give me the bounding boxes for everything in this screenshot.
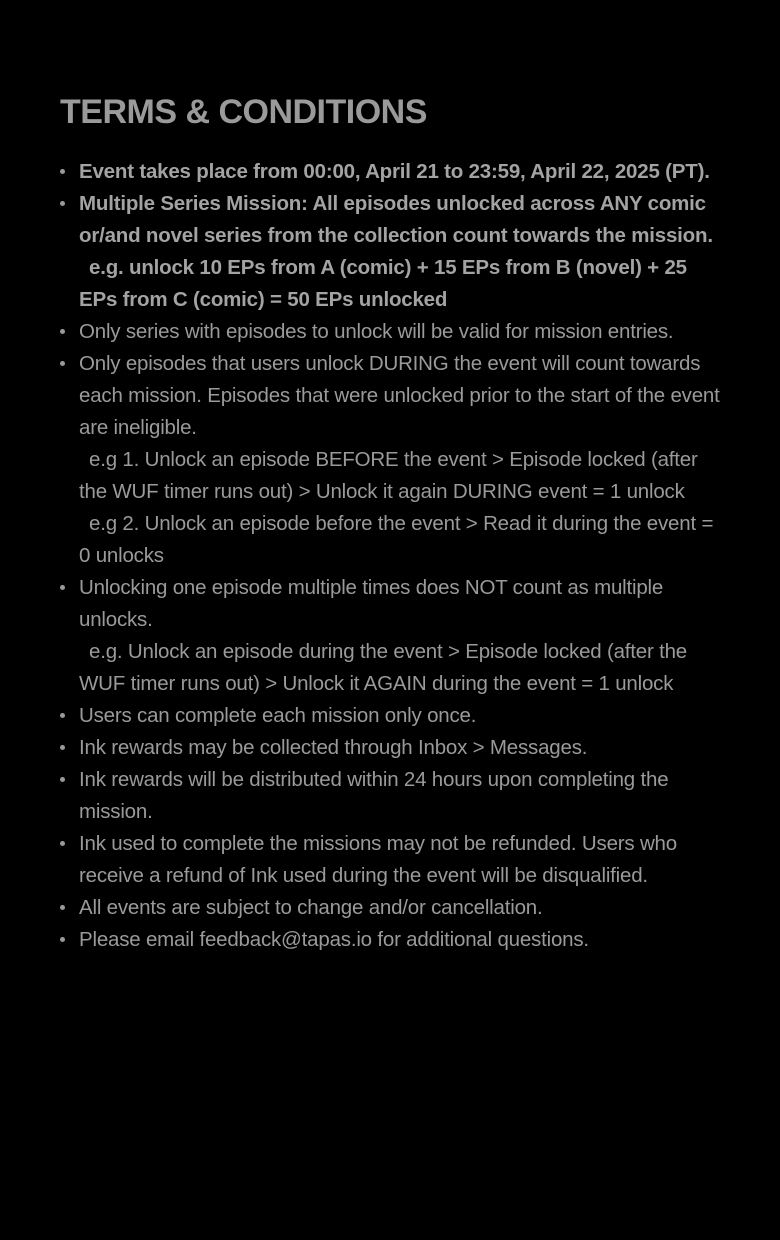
term-text: All events are subject to change and/or cancellation. — [79, 896, 543, 919]
list-item-event-dates — [60, 156, 724, 188]
page-title: TERMS & CONDITIONS — [60, 93, 427, 131]
term-text: Event takes place from 00:00, April 21 to 23:59, April 22, 2025 (PT). — [79, 160, 710, 183]
list-item-valid-series — [60, 316, 724, 348]
list-item-ink-collect — [60, 732, 724, 764]
list-item-complete-once — [60, 700, 724, 732]
term-example-text: e.g 2. Unlock an episode before the event > Read it during the event = 0 unlocks — [79, 512, 714, 567]
term-text: Please email feedback@tapas.io for additional questions. — [79, 928, 589, 951]
term-example-text: e.g. unlock 10 EPs from A (comic) + 15 EPs from B (novel) + 25 EPs from C (comic) = 50 EPs unlocked — [79, 256, 687, 311]
list-item-ink-refund — [60, 828, 724, 892]
term-text: Ink used to complete the missions may not be refunded. Users who receive a refund of Ink used during the event will be disqualified. — [79, 832, 677, 887]
term-example-text: e.g. Unlock an episode during the event > Episode locked (after the WUF timer runs out) > Unlock it AGAIN during the event = 1 unlock — [79, 640, 688, 695]
term-text: Ink rewards may be collected through Inbox > Messages. — [79, 736, 588, 759]
term-text: Ink rewards will be distributed within 24 hours upon completing the mission. — [79, 768, 669, 823]
list-item-multiple-unlocks — [60, 572, 724, 700]
term-text: Unlocking one episode multiple times does NOT count as multiple unlocks. — [79, 576, 664, 631]
list-item-change-cancellation — [60, 892, 724, 924]
term-example — [79, 636, 724, 700]
list-item-multiple-series-mission — [60, 188, 724, 316]
term-text: Only episodes that users unlock DURING the event will count towards each mission. Episodes that were unlocked prior to the start of the event are ineligible. — [79, 352, 720, 439]
term-example — [79, 508, 724, 572]
term-example-text: e.g 1. Unlock an episode BEFORE the event > Episode locked (after the WUF timer runs out) > Unlock it again DURING event = 1 unlock — [79, 448, 698, 503]
term-text: Users can complete each mission only once. — [79, 704, 477, 727]
term-example — [79, 252, 724, 316]
list-item-contact-email — [60, 924, 724, 956]
list-item-unlock-during-event — [60, 348, 724, 572]
list-item-ink-distribution — [60, 764, 724, 828]
term-text: Multiple Series Mission: All episodes unlocked across ANY comic or/and novel series from the collection count towards the mission. — [79, 192, 713, 247]
term-text: Only series with episodes to unlock will be valid for mission entries. — [79, 320, 674, 343]
term-example — [79, 444, 724, 508]
terms-list — [60, 156, 724, 956]
